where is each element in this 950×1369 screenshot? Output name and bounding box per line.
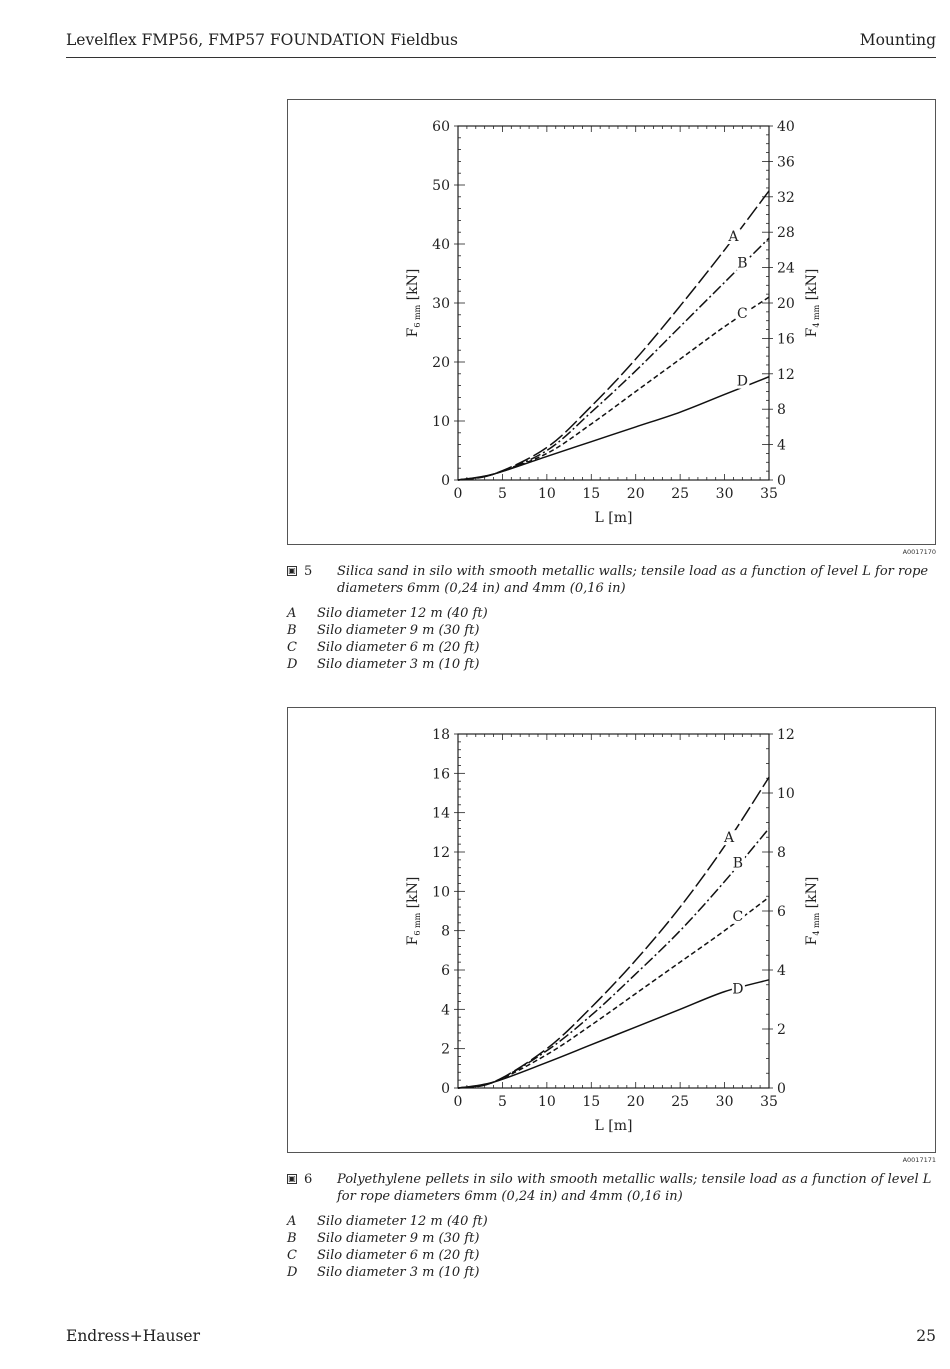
fig5-x-tick-label: 5: [497, 486, 507, 502]
fig5-y-right-tick-label: 32: [777, 189, 795, 206]
figure-icon: ▣: [288, 566, 296, 575]
fig5-series-D: [458, 377, 769, 480]
fig5-series-B: [458, 238, 769, 480]
fig6-plot-area: [458, 734, 769, 1088]
fig6-y-left-tick-label: 16: [432, 766, 450, 783]
fig5-x-tick-label: 35: [760, 486, 778, 502]
figure-6-legend: [287, 1213, 587, 1281]
legend-key: D: [287, 1265, 298, 1280]
fig5-plot-area: [458, 126, 769, 480]
fig6-series-label-A: A: [723, 830, 735, 847]
fig6-y-right-tick-label: 4: [777, 963, 786, 979]
legend-item: [287, 639, 587, 656]
fig6-y-left-tick-label: 12: [432, 845, 450, 861]
fig5-y-left-tick-label: 20: [432, 355, 450, 371]
fig6-y-right-tick-label: 2: [777, 1022, 786, 1038]
fig6-x-tick-label: 10: [537, 1094, 556, 1110]
footer-brand: Endress+Hauser: [66, 1327, 200, 1345]
fig6-x-tick-label: 5: [497, 1094, 507, 1110]
fig6-y-right-tick-label: 12: [777, 727, 795, 743]
figure-icon: ▣: [288, 1174, 296, 1183]
fig5-series-A: [458, 191, 769, 480]
fig5-x-tick-label: 25: [671, 486, 690, 502]
fig5-y-right-tick-label: 36: [777, 154, 795, 171]
fig5-y-left-tick-label: 50: [432, 178, 450, 194]
figure-5-id: A0017170: [902, 548, 936, 556]
fig6-series-label-D: D: [732, 981, 744, 998]
legend-key: C: [287, 1248, 297, 1263]
figure-5-number: 5: [304, 564, 313, 579]
legend-item: [287, 605, 587, 622]
figure-6-chart: [288, 708, 937, 1154]
legend-text: Silo diameter 6 m (20 ft): [317, 1248, 480, 1263]
fig6-y-left-tick-label: 4: [441, 1002, 450, 1019]
legend-key: A: [287, 606, 297, 621]
fig5-series-label-D: D: [736, 373, 748, 390]
fig5-x-tick-label: 15: [582, 486, 601, 502]
figure-5-legend: [287, 605, 587, 673]
fig6-y-left-tick-label: 10: [432, 884, 450, 901]
fig5-y-right-tick-label: 0: [777, 473, 786, 489]
legend-text: Silo diameter 3 m (10 ft): [317, 657, 480, 672]
figure-5-chart-frame: [287, 99, 936, 545]
fig6-y-right-tick-label: 8: [777, 845, 786, 861]
fig5-x-tick-label: 30: [715, 486, 734, 502]
fig6-x-tick-label: 35: [760, 1094, 778, 1110]
fig5-y-right-tick-label: 16: [777, 331, 795, 348]
fig6-y-left-axis-label: $F_{6 mm}$ [kN]: [405, 876, 422, 946]
fig5-y-right-axis-label: $F_{4 mm}$ [kN]: [804, 268, 821, 338]
legend-text: Silo diameter 12 m (40 ft): [317, 1214, 488, 1229]
legend-text: Silo diameter 9 m (30 ft): [317, 623, 480, 638]
legend-item: [287, 1230, 587, 1247]
section-title: Mounting: [859, 31, 936, 49]
fig5-x-tick-label: 10: [537, 486, 556, 502]
legend-item: [287, 1264, 587, 1281]
fig6-y-left-tick-label: 14: [432, 805, 450, 822]
fig6-x-axis-label: L [m]: [594, 1118, 633, 1134]
legend-item: [287, 656, 587, 673]
document-title: Levelflex FMP56, FMP57 FOUNDATION Fieldbus: [66, 31, 459, 49]
page-number: 25: [916, 1327, 936, 1345]
fig5-y-left-tick-label: 40: [432, 237, 450, 253]
header-divider: [66, 57, 936, 58]
legend-text: Silo diameter 9 m (30 ft): [317, 1231, 480, 1246]
figure-6-number: 6: [304, 1172, 313, 1187]
legend-key: C: [287, 640, 297, 655]
fig5-y-right-tick-label: 4: [777, 437, 786, 454]
fig5-series-label-C: C: [736, 305, 748, 322]
fig5-y-left-tick-label: 30: [432, 296, 450, 312]
legend-key: B: [287, 1231, 297, 1246]
fig6-y-left-tick-label: 8: [441, 923, 450, 940]
fig6-y-left-tick-label: 6: [441, 963, 450, 979]
fig6-y-right-tick-label: 0: [777, 1081, 786, 1097]
fig5-y-right-tick-label: 28: [777, 225, 795, 242]
fig5-series-label-B: B: [737, 255, 748, 272]
legend-text: Silo diameter 6 m (20 ft): [317, 640, 480, 655]
fig5-y-left-tick-label: 10: [432, 414, 450, 430]
legend-text: Silo diameter 12 m (40 ft): [317, 606, 488, 621]
fig6-series-label-C: C: [732, 908, 744, 925]
fig6-x-tick-label: 15: [582, 1094, 601, 1110]
fig6-x-tick-label: 30: [715, 1094, 734, 1110]
fig6-y-left-tick-label: 2: [441, 1041, 450, 1058]
fig6-y-left-tick-label: 0: [441, 1081, 450, 1097]
fig6-x-tick-label: 0: [453, 1094, 463, 1110]
legend-item: [287, 1213, 587, 1230]
fig5-y-right-tick-label: 40: [777, 119, 795, 135]
fig6-x-tick-label: 20: [626, 1094, 645, 1110]
legend-key: A: [287, 1214, 297, 1229]
legend-item: [287, 1247, 587, 1264]
figure-5-caption-text: Silica sand in silo with smooth metallic walls; tensile load as a function of level L for rope diameters 6mm (0,24 in) and 4mm (0,16 in): [337, 564, 929, 596]
fig6-y-right-axis-label: $F_{4 mm}$ [kN]: [804, 876, 821, 946]
fig6-x-tick-label: 25: [671, 1094, 690, 1110]
fig5-series-label-A: A: [728, 229, 739, 246]
figure-6-id: A0017171: [902, 1156, 936, 1164]
legend-key: D: [287, 657, 298, 672]
fig5-y-left-tick-label: 0: [441, 473, 450, 489]
fig5-y-left-axis-label: $F_{6 mm}$ [kN]: [405, 268, 422, 338]
fig6-series-A: [458, 777, 769, 1088]
fig6-y-left-tick-label: 18: [432, 727, 450, 743]
legend-text: Silo diameter 3 m (10 ft): [317, 1265, 480, 1280]
fig5-y-right-tick-label: 20: [777, 296, 795, 312]
fig5-y-right-tick-label: 12: [777, 366, 795, 383]
fig5-y-right-tick-label: 24: [777, 260, 795, 277]
fig6-y-right-tick-label: 10: [777, 786, 795, 802]
fig6-series-D: [458, 980, 769, 1088]
fig5-y-right-tick-label: 8: [777, 402, 786, 419]
figure-6-chart-frame: [287, 707, 936, 1153]
fig5-y-left-tick-label: 60: [432, 119, 450, 135]
figure-6-caption-text: Polyethylene pellets in silo with smooth metallic walls; tensile load as a function of level L for rope diameters 6mm (0,24 in) and 4mm (0,16 in): [337, 1172, 932, 1204]
fig5-series-C: [458, 297, 769, 480]
figure-5-chart: [288, 100, 937, 546]
fig5-x-tick-label: 0: [453, 486, 463, 502]
fig5-x-tick-label: 20: [626, 486, 645, 502]
fig5-x-axis-label: L [m]: [594, 510, 633, 526]
legend-item: [287, 622, 587, 639]
fig6-series-B: [458, 828, 769, 1088]
fig6-series-label-B: B: [732, 855, 744, 872]
fig6-y-right-tick-label: 6: [777, 904, 786, 920]
legend-key: B: [287, 623, 297, 638]
